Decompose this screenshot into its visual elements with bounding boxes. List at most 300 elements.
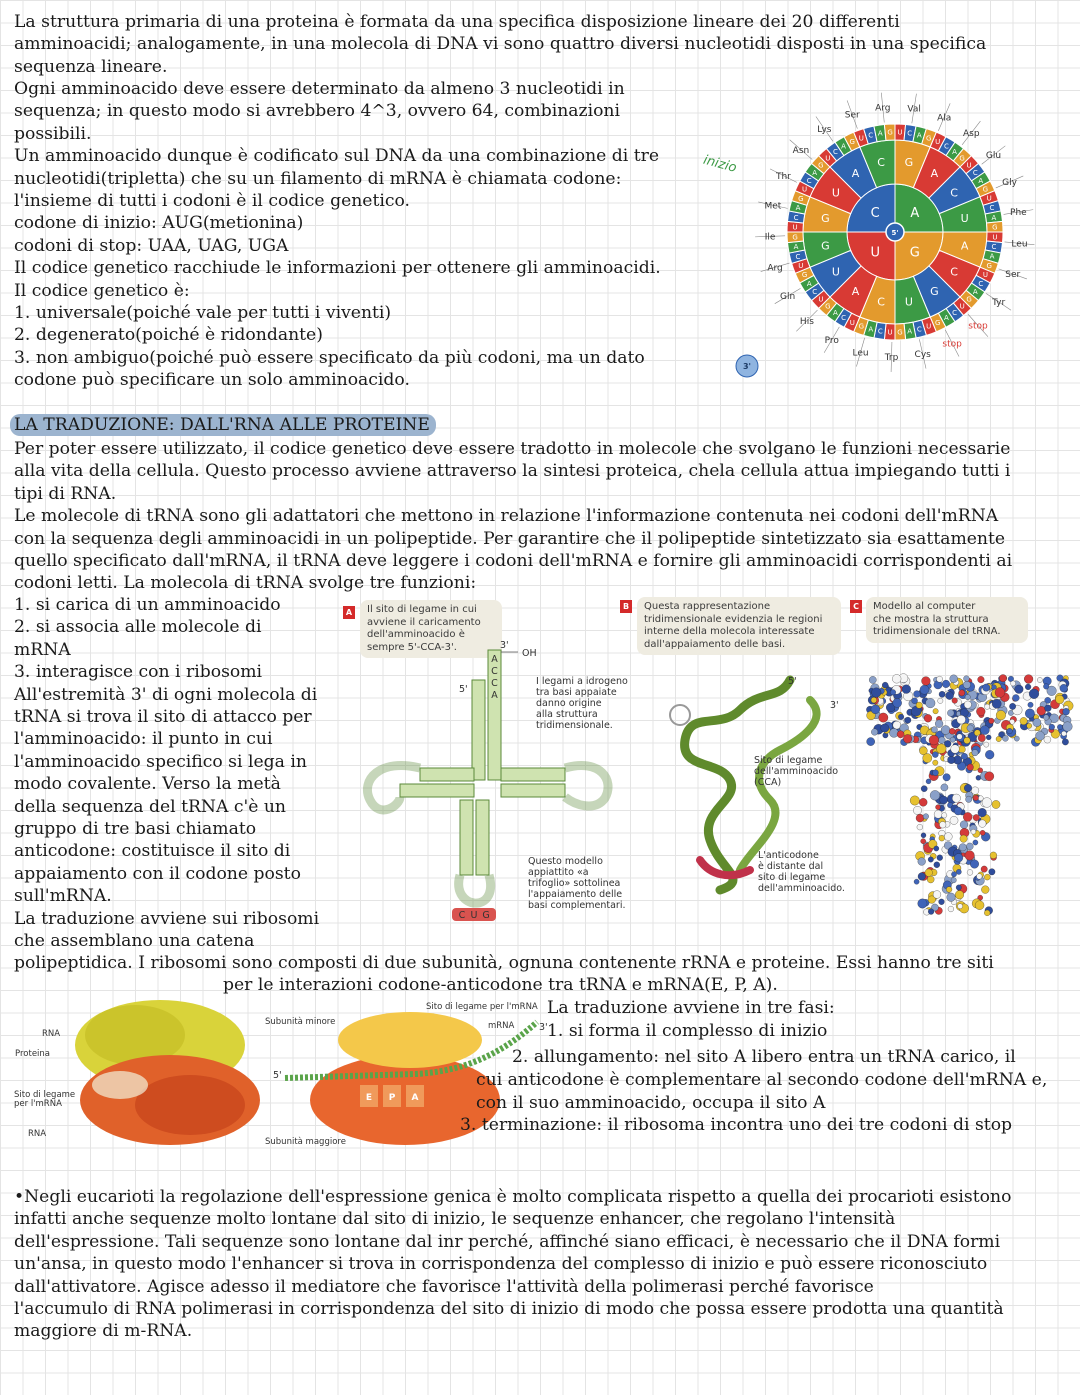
atom-sphere [967, 764, 974, 771]
note-line: dell'amminoacido [754, 766, 839, 777]
wheel-outer-base: A [916, 131, 922, 140]
atom-sphere [1011, 681, 1016, 686]
text-line: Le molecole di tRNA sono gli adattatori che mettono in relazione l'informazione contenuta nei codoni dell'mRNA [14, 506, 999, 527]
wheel-outer-base: G [801, 271, 808, 280]
text-line: Il codice genetico racchiude le informazioni per ottenere gli amminoacidi. [14, 258, 661, 279]
translation-paragraph [14, 438, 1012, 595]
text-line: codoni di stop: UAA, UAG, UGA [14, 235, 289, 256]
atom-sphere [923, 814, 929, 820]
atom-sphere [867, 738, 875, 746]
atom-sphere [1036, 731, 1045, 740]
atom-sphere [934, 810, 942, 818]
wheel-middle-base: U [831, 265, 840, 279]
atom-sphere [989, 869, 995, 875]
atom-sphere [990, 852, 997, 859]
atom-sphere [978, 676, 985, 683]
wheel-outer-base: A [793, 243, 799, 252]
caption-line: tridimensionale evidenzia le regioni [644, 613, 823, 625]
anticodon-stem-left [460, 800, 473, 875]
wheel-outer-base: G [986, 262, 992, 271]
atom-sphere [978, 768, 983, 773]
atom-sphere [933, 770, 939, 776]
atom-sphere [935, 720, 943, 728]
atom-sphere [941, 726, 950, 735]
wheel-outer-base: C [832, 148, 838, 157]
amino-acid-label: Met [764, 201, 782, 212]
atom-sphere [923, 754, 932, 763]
atom-sphere [893, 698, 902, 707]
text-line: 3. non ambiguo(poiché può essere specificato da più codoni, ma un dato [14, 347, 645, 368]
atom-sphere [989, 718, 995, 724]
wheel-middle-base: U [904, 295, 913, 309]
wheel-outer-base: G [966, 295, 972, 304]
atom-sphere [939, 691, 945, 697]
atom-sphere [950, 737, 955, 742]
oh-label: OH [522, 648, 537, 659]
atom-sphere [950, 675, 958, 683]
atom-sphere [967, 725, 974, 732]
wheel-middle-base: C [950, 186, 958, 200]
caption-b [637, 597, 841, 655]
text-line: dall'attivatore. Agisce adesso il mediatore che favorisce l'attività della polimerasi perché favorisce [14, 1276, 874, 1297]
atom-sphere [971, 787, 979, 795]
atom-sphere [996, 710, 1006, 720]
wheel-outer-base: G [925, 134, 932, 143]
amino-acid-label: stop [942, 339, 962, 350]
caption-line: Questa rappresentazione [644, 601, 771, 612]
amino-acid-label: Gly [1002, 178, 1017, 189]
atom-sphere [936, 744, 946, 754]
text-line: tRNA si trova il sito di attacco per [14, 707, 312, 728]
atom-sphere [1049, 724, 1055, 730]
text-line: •Negli eucarioti la regolazione dell'espressione genica è molto complicata rispetto a quella dei procarioti esistono [14, 1187, 1012, 1207]
atom-sphere [882, 682, 888, 688]
atom-sphere [985, 704, 990, 709]
atom-sphere [958, 904, 963, 909]
note-line: è distante dal [758, 861, 824, 872]
atom-sphere [986, 735, 991, 740]
wheel-outer-base: A [795, 204, 801, 213]
atom-sphere [1002, 735, 1008, 741]
wheel-outer-base: C [991, 243, 997, 252]
atom-sphere [1028, 702, 1033, 707]
amino-acid-label: Gln [780, 292, 796, 303]
atom-sphere [905, 717, 911, 723]
atom-sphere [973, 840, 978, 845]
wheel-inner-base: G [909, 245, 920, 261]
wheel-middle-base: G [821, 211, 830, 225]
text-line: amminoacidi; analogamente, in una molecola di DNA vi sono quattro diversi nucleotidi disposti in una specifica [14, 34, 987, 55]
atom-sphere [1037, 677, 1042, 682]
text-line: 2. si associa alle molecole di [14, 617, 262, 638]
t-loop [565, 765, 608, 806]
label-line: per l'mRNA [14, 1099, 62, 1109]
atom-sphere [890, 690, 896, 696]
atom-sphere [932, 752, 938, 758]
atom-sphere [914, 691, 921, 698]
atom-sphere [927, 876, 934, 883]
atom-sphere [1062, 739, 1068, 745]
ribosome-label-rna-bottom: RNA [28, 1129, 47, 1139]
atom-sphere [937, 855, 943, 861]
text-line: mRNA [14, 639, 71, 660]
atom-sphere [897, 731, 904, 738]
atom-sphere [1025, 684, 1031, 690]
wheel-outer-base: A [952, 148, 957, 157]
atom-sphere [951, 872, 956, 877]
atom-sphere [930, 790, 940, 800]
atom-sphere [879, 713, 888, 722]
atom-sphere [984, 742, 989, 747]
atom-sphere [933, 891, 941, 899]
caption-line: tridimensionale del tRNA. [873, 626, 1001, 637]
ribbon-five-label: 5' [788, 676, 797, 687]
text-line: l'insieme di tutti i codoni è il codice genetico. [14, 191, 411, 212]
wheel-outer-base: U [935, 138, 941, 147]
atom-cluster [866, 674, 1073, 916]
amino-acid-label: Ile [764, 232, 776, 243]
site-label: P [388, 1093, 396, 1103]
base-label: C [491, 678, 498, 689]
atom-sphere [982, 798, 992, 808]
base-label: C [491, 666, 498, 677]
atom-sphere [949, 728, 955, 734]
atom-sphere [1043, 684, 1049, 690]
text-line: 3. interagisce con i ribosomi [14, 662, 263, 683]
text-line: un'ansa, in questo modo l'enhancer si trova in corrispondenza del complesso di inizio e può essere riconosciuto [14, 1254, 988, 1275]
atom-sphere [1033, 719, 1041, 727]
atom-sphere [1015, 685, 1024, 694]
atom-sphere [892, 674, 901, 683]
amino-acid-label: Tyr [992, 298, 1006, 309]
wheel-outer-base: A [989, 252, 995, 261]
atom-sphere [869, 676, 876, 683]
atom-sphere [943, 774, 950, 781]
wheel-outer-base: A [907, 327, 913, 336]
ribosome-label-rna: RNA [42, 1029, 61, 1039]
wheel-middle-base: C [950, 265, 958, 279]
intro-paragraph [14, 11, 986, 78]
atom-sphere [950, 816, 958, 824]
wheel-middle-base: A [960, 239, 969, 253]
atom-sphere [1020, 717, 1027, 724]
amino-acid-label: stop [968, 321, 988, 332]
wheel-middle-base: G [930, 284, 939, 298]
phase-3: 3. terminazione: il ribosoma incontra uno dei tre codoni di stop [460, 1115, 1013, 1135]
anticodon-note [758, 850, 845, 894]
wheel-outer-base: C [868, 131, 874, 140]
atom-sphere [951, 878, 956, 883]
atom-sphere [939, 737, 946, 744]
atom-sphere [954, 807, 962, 815]
atom-sphere [963, 812, 972, 821]
atom-sphere [946, 887, 952, 893]
note-line: danno origine [536, 698, 602, 709]
acceptor-bases [491, 654, 498, 701]
text-line: dell'espressione. Tali sequenze sono lontane dal inr perché, affinché siano efficaci, è necessario che il DNA formi [14, 1231, 1001, 1252]
amino-acid-label: Leu [852, 348, 869, 359]
anticodon-base: U [470, 910, 478, 921]
ribosome-3d-model [40, 990, 270, 1155]
note-line: sito di legame [758, 872, 826, 883]
wheel-outer-base: U [992, 233, 998, 242]
atom-sphere [963, 681, 970, 688]
wheel-outer-base: A [978, 177, 984, 186]
note-line: alla struttura [536, 709, 598, 720]
base-label: A [491, 654, 498, 665]
caption-line: dall'appaiamento delle basi. [644, 638, 786, 650]
phase-2-cont: cui anticodone è complementare al secondo codone dell'mRNA e, [476, 1070, 1048, 1090]
atom-sphere [942, 680, 950, 688]
text-line: Un amminoacido dunque è codificato sul DNA da una combinazione di tre [14, 146, 660, 167]
atom-sphere [975, 901, 984, 910]
text-line: l'amminoacido specifico si lega in [14, 751, 307, 772]
wheel-outer-base: A [833, 308, 838, 317]
mrna-label: mRNA [488, 1021, 515, 1031]
wheel-outer-base: U [798, 262, 804, 271]
atom-sphere [939, 835, 945, 841]
text-line: alla vita della cellula. Questo processo avviene attraverso la sintesi proteica, chela cellula attua impiegando tutti i [14, 461, 1011, 482]
section-heading: LA TRADUZIONE: DALL'RNA ALLE PROTEINE [10, 414, 436, 436]
atom-sphere [961, 753, 967, 759]
atom-sphere [939, 899, 945, 905]
wheel-middle-base: G [904, 156, 914, 170]
amino-acid-label: Asn [792, 145, 810, 156]
atom-sphere [964, 701, 971, 708]
atom-sphere [939, 822, 946, 829]
ribosome-line-2: per le interazioni codone-anticodone tra tRNA e mRNA(E, P, A). [223, 975, 778, 995]
amino-acid-label: Phe [1010, 208, 1027, 219]
phase-title: La traduzione avviene in tre fasi: [547, 998, 835, 1018]
atom-sphere [964, 784, 972, 792]
rna-strand [92, 1071, 148, 1099]
amino-acid-label: Glu [985, 151, 1002, 162]
note-line: Questo modello [528, 856, 603, 867]
atom-sphere [971, 829, 976, 834]
note-line: L'anticodone [758, 850, 819, 861]
amino-acid-label: Cys [914, 350, 931, 361]
atom-sphere [972, 750, 978, 756]
figure-badge-a: A [343, 606, 355, 619]
ribosome-line-1: polipeptidica. I ribosomi sono composti di due subunità, ognuna contenente rRNA e proteine. Essi hanno tre siti [14, 953, 994, 973]
atom-sphere [926, 779, 931, 784]
note-line: tridimensionale. [536, 720, 613, 731]
genetic-code-paragraph [14, 78, 661, 392]
atom-sphere [914, 879, 919, 884]
site-label: E [365, 1093, 373, 1103]
wheel-outer-base: A [868, 325, 874, 334]
text-line: La struttura primaria di una proteina è formata da una specifica disposizione lineare dei 20 differenti [14, 12, 900, 32]
atom-sphere [948, 906, 954, 912]
atom-sphere [960, 835, 967, 842]
phase-2: 2. allungamento: nel sito A libero entra un tRNA carico, il [512, 1047, 1016, 1067]
wheel-outer-base: A [812, 168, 818, 177]
caption-line: Il sito di legame in cui [367, 604, 477, 615]
amino-acid-label: Trp [884, 353, 899, 364]
atom-sphere [999, 675, 1006, 682]
atom-sphere [978, 734, 985, 741]
text-line: che assemblano una catena [14, 931, 255, 952]
note-line: (CCA) [754, 777, 782, 788]
atom-sphere [921, 786, 927, 792]
wheel-outer-base: U [887, 328, 893, 337]
text-line: appaiamento con il codone posto [14, 863, 301, 884]
atom-sphere [984, 910, 990, 916]
atom-sphere [1014, 736, 1019, 741]
text-line: quello specificato dall'mRNA, il tRNA deve leggere i codoni dell'mRNA e fornire gli amminoacidi corrispondenti ai [14, 551, 1013, 572]
wheel-outer-base: G [825, 302, 831, 311]
atom-sphere [947, 710, 954, 717]
atom-sphere [952, 794, 960, 802]
atom-sphere [1044, 736, 1051, 743]
atom-sphere [893, 721, 901, 729]
large-subunit-blob [135, 1075, 245, 1135]
atom-sphere [925, 869, 933, 877]
text-line: codone di inizio: AUG(metionina) [14, 213, 304, 234]
atom-sphere [871, 697, 877, 703]
atom-sphere [976, 775, 981, 780]
atom-sphere [872, 688, 882, 698]
amino-acid-label: Pro [824, 335, 839, 346]
amino-acid-label: Asp [962, 129, 980, 140]
atom-sphere [959, 844, 966, 851]
three-prime-label: 3' [539, 1022, 548, 1033]
wheel-outer-base: C [907, 129, 913, 138]
atom-sphere [871, 729, 878, 736]
atom-sphere [965, 851, 975, 861]
atom-sphere [913, 806, 921, 814]
label-line: Sito di legame [14, 1090, 76, 1100]
caption-line: dell'amminoacido è [367, 629, 465, 640]
text-line: infatti anche sequenze molto lontane dal sito di inizio, le sequenze enhancer, che regolano l'intensità [14, 1209, 896, 1230]
atom-sphere [981, 866, 987, 872]
atom-sphere [1024, 675, 1033, 684]
atom-sphere [1009, 703, 1015, 709]
amino-acid-label: Ser [844, 110, 860, 121]
text-line: La traduzione avviene sui ribosomi [14, 908, 320, 929]
atom-sphere [1013, 695, 1020, 702]
amino-acid-label: Thr [775, 171, 791, 182]
text-line: Per poter essere utilizzato, il codice genetico deve essere tradotto in molecole che svolgano le funzioni necessarie [14, 439, 1011, 459]
text-line: gruppo di tre basi chiamato [14, 819, 257, 840]
atom-sphere [985, 750, 994, 759]
wheel-outer-base: G [818, 161, 824, 170]
wheel-outer-base: U [849, 318, 855, 327]
text-line: maggiore di m-RNA. [14, 1321, 193, 1342]
atom-sphere [983, 684, 990, 691]
wheel-outer-base: C [972, 168, 978, 177]
atom-sphere [921, 839, 926, 844]
cloverleaf-note [528, 856, 626, 911]
figure-badge-b: B [620, 600, 632, 613]
atom-sphere [996, 736, 1001, 741]
wheel-outer-base: U [802, 185, 808, 194]
wheel-outer-base: A [806, 279, 812, 288]
ribosome-label-protein: Proteina [15, 1049, 51, 1059]
atom-sphere [1027, 723, 1032, 728]
inizio-label: inizio [701, 152, 739, 176]
wheel-outer-base: A [877, 129, 883, 138]
wheel-outer-base: G [858, 322, 865, 331]
note-line: l'appaiamento delle [528, 889, 623, 900]
wheel-outer-base: A [991, 213, 997, 222]
d-arm-bottom [400, 784, 474, 797]
wheel-middle-base: C [877, 156, 885, 170]
wheel-outer-base: G [887, 128, 893, 137]
wheel-middle-base: C [877, 295, 885, 309]
anticodon-loop [459, 875, 491, 903]
amino-acid-label: His [799, 316, 814, 327]
acceptor-stem-left [472, 680, 485, 780]
atom-sphere [965, 694, 970, 699]
atom-sphere [881, 724, 889, 732]
three-prime-label: 3' [742, 362, 752, 371]
text-line: l'amminoacido: il punto in cui [14, 729, 273, 750]
wheel-middle-base: U [831, 186, 840, 200]
wheel-outer-base: C [978, 279, 984, 288]
amino-acid-label: Val [907, 104, 921, 115]
atom-sphere [979, 820, 987, 828]
text-line: codone può specificare un solo amminoacido. [14, 370, 410, 391]
wheel-outer-base: U [982, 271, 988, 280]
eukaryotes-paragraph [14, 1186, 1011, 1343]
phase-1: 1. si forma il complesso di inizio [547, 1021, 828, 1041]
caption-c [866, 597, 1028, 643]
wheel-outer-base: C [916, 325, 922, 334]
wheel-outer-base: U [818, 295, 824, 304]
atom-sphere [928, 909, 934, 915]
caption-line: avviene il caricamento [367, 616, 481, 628]
text-line: sequenza; in questo modo si avrebbero 4^3, ovvero 64, combinazioni [14, 101, 620, 122]
ribosome-label-site [14, 1091, 75, 1109]
atom-sphere [919, 798, 927, 806]
wheel-outer-base: C [989, 204, 995, 213]
t-arm-bottom [501, 784, 565, 797]
atom-sphere [918, 873, 926, 881]
atom-sphere [1061, 731, 1066, 736]
text-line: tipi di RNA. [14, 483, 117, 504]
wheel-middle-base: A [930, 166, 939, 180]
atom-sphere [984, 874, 990, 880]
wheel-outer-base: U [966, 161, 972, 170]
site-label: A [411, 1093, 419, 1103]
caption-line: interne della molecola interessate [644, 626, 815, 637]
anticodon-stem-right [476, 800, 489, 875]
three-prime-label: 3' [500, 640, 509, 651]
wheel-outer-base: G [982, 185, 989, 194]
atom-sphere [992, 699, 1001, 708]
atom-sphere [960, 821, 968, 829]
text-line: della sequenza del tRNA c'è un [14, 796, 286, 817]
atom-sphere [933, 709, 938, 714]
atom-sphere [937, 676, 943, 682]
text-line: 2. degenerato(poiché è ridondante) [14, 325, 323, 346]
atom-sphere [918, 899, 927, 908]
note-line: tra basi appaiate [536, 687, 617, 698]
atom-sphere [921, 833, 926, 838]
atom-sphere [995, 688, 1005, 698]
amino-acid-label: Arg [767, 263, 783, 274]
wheel-outer-base: C [877, 327, 883, 336]
five-prime-label: 5' [273, 1070, 282, 1081]
atom-sphere [1055, 695, 1064, 704]
atom-sphere [992, 800, 1000, 808]
text-line: Ogni amminoacido deve essere determinato da almeno 3 nucleotidi in [14, 79, 625, 99]
wheel-inner-base: C [870, 205, 880, 221]
atom-sphere [929, 735, 939, 745]
atom-sphere [902, 685, 911, 694]
wheel-middle-base: U [960, 211, 969, 225]
